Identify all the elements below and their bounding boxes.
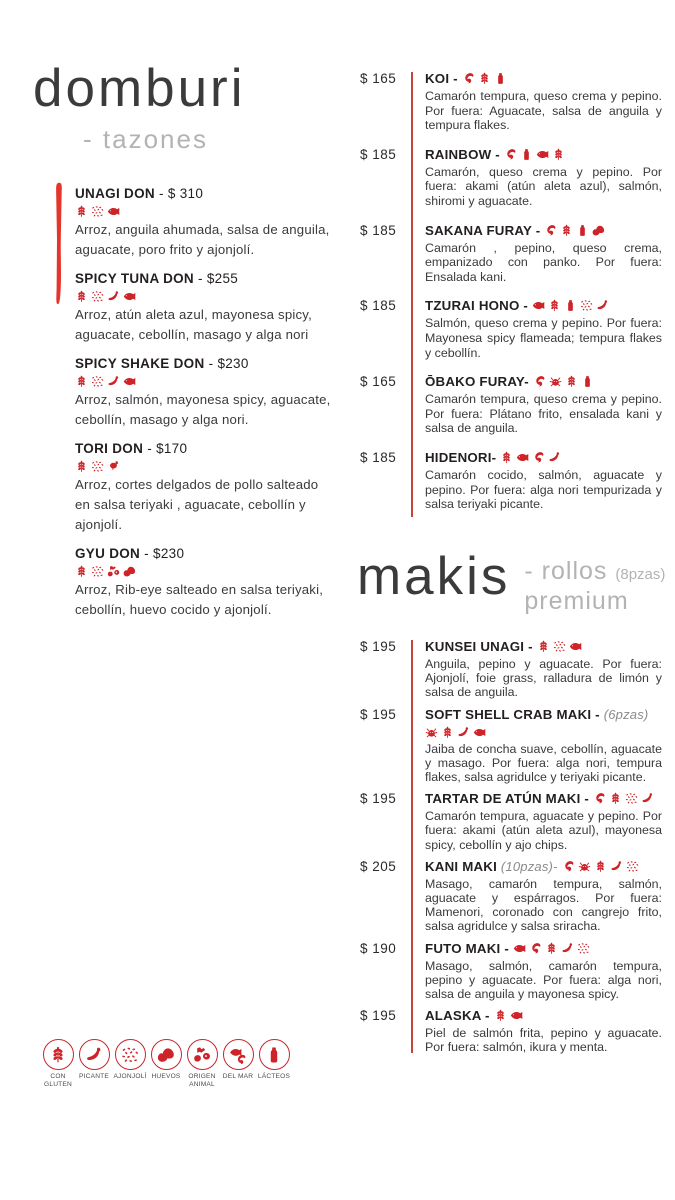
- item-name: TARTAR DE ATÚN MAKI -: [425, 791, 589, 807]
- item-allergen-icons: [494, 1008, 526, 1023]
- menu-item: [360, 222, 662, 285]
- item-allergen-icons: [500, 450, 564, 465]
- domburi-subtitle: - tazones: [83, 124, 208, 154]
- fish-icon: [569, 640, 582, 653]
- legend-item: [220, 1039, 256, 1089]
- item-allergen-icons: [544, 223, 608, 238]
- shrimp-icon: [544, 224, 557, 237]
- menu-item: [360, 297, 662, 360]
- shrimp-icon: [532, 451, 545, 464]
- menu-item: [360, 373, 662, 436]
- sesame-icon: [91, 290, 104, 303]
- item-name: SPICY TUNA DON: [75, 271, 194, 286]
- item-description: Arroz, cortes delgados de pollo salteado en salsa teriyaki , aguacate, cebollín y ajonjolí.: [75, 477, 319, 532]
- item-price: $ 185: [360, 222, 397, 238]
- legend-label: CON GLUTEN: [44, 1073, 72, 1088]
- menu-item: [360, 790, 662, 852]
- gluten-icon: [594, 860, 607, 873]
- legend-label: PICANTE: [79, 1073, 109, 1080]
- legend-item: [184, 1039, 220, 1089]
- item-description: Masago, camarón tempura, salmón, aguacate y espárragos. Por fuera: Mamenori, coronado con cangrejo frito, salsa agridulce y salsa sriracha.: [425, 876, 662, 934]
- sesame-icon: [626, 860, 639, 873]
- sesame-icon: [91, 375, 104, 388]
- item-description: Salmón, queso crema y pepino. Por fuera: Mayonesa spicy flameada; tempura flakes y cebollín.: [425, 316, 662, 360]
- bottle-icon: [494, 72, 507, 85]
- chili-icon: [107, 375, 120, 388]
- gluten-icon: [75, 205, 88, 218]
- legend-item: [76, 1039, 112, 1089]
- shrimp-icon: [529, 942, 542, 955]
- sesame-icon: [91, 460, 104, 473]
- item-description: Camarón tempura, aguacate y pepino. Por fuera: akami (atún aleta azul), mayonesa spicy, cebollín y ajo chips.: [425, 809, 662, 852]
- item-price: - $255: [198, 271, 239, 286]
- fish-icon: [516, 451, 529, 464]
- item-name: TZURAI HONO -: [425, 298, 529, 314]
- chili-icon: [610, 860, 623, 873]
- legend-label: DEL MAR: [222, 1073, 254, 1080]
- item-allergen-icons: [533, 374, 597, 389]
- item-pieces-note: (10pzas)-: [500, 858, 558, 874]
- item-description: Arroz, Rib-eye salteado en salsa teriyaki, cebollín, huevo cocido y ajonjolí.: [75, 582, 324, 617]
- menu-item: [360, 858, 662, 934]
- makis-subtitle: [524, 558, 665, 615]
- gluten-icon: [441, 726, 454, 739]
- chili-icon: [548, 451, 561, 464]
- gluten-icon: [545, 942, 558, 955]
- fish-icon: [107, 205, 120, 218]
- item-name: SPICY SHAKE DON: [75, 356, 205, 371]
- chili-icon: [641, 792, 654, 805]
- legend-circle: [79, 1039, 110, 1070]
- domburi-title: domburi: [33, 59, 246, 118]
- legend-circle: [151, 1039, 182, 1070]
- makis-subtitle-line2: premium: [524, 587, 629, 615]
- crab-icon: [425, 726, 438, 739]
- bottle-icon: [265, 1046, 283, 1064]
- item-name: SAKANA FURAY -: [425, 222, 541, 238]
- fish-icon: [123, 290, 136, 303]
- item-description: Piel de salmón frita, pepino y aguacate. Por fuera: salmón, ikura y menta.: [425, 1026, 662, 1055]
- item-description: Camarón, queso crema y pepino. Por fuera: akami (atún aleta azul), salmón, shiromi y aguacate.: [425, 164, 662, 208]
- shrimp-icon: [504, 148, 517, 161]
- item-allergen-icons: [562, 859, 642, 874]
- sesame-icon: [577, 942, 590, 955]
- meat-icon: [193, 1046, 211, 1064]
- item-name: RAINBOW -: [425, 146, 500, 162]
- menu-item: [360, 146, 662, 209]
- chili-icon: [561, 942, 574, 955]
- item-price: $ 185: [360, 449, 397, 465]
- item-name: GYU DON: [75, 546, 141, 561]
- item-name: TORI DON: [75, 441, 144, 456]
- item-price: - $230: [208, 356, 249, 371]
- meat-icon: [107, 565, 120, 578]
- fish-icon: [123, 375, 136, 388]
- item-allergen-icons: [537, 639, 585, 654]
- gluten-icon: [49, 1046, 67, 1064]
- menu-item: [75, 440, 333, 535]
- item-allergen-icons: [75, 564, 333, 579]
- shrimp-icon: [462, 72, 475, 85]
- item-allergen-icons: [513, 941, 593, 956]
- menu-item: [360, 638, 662, 700]
- chili-icon: [85, 1046, 103, 1064]
- shrimp-icon: [593, 792, 606, 805]
- gluten-icon: [494, 1009, 507, 1022]
- item-price: $ 195: [360, 1008, 397, 1024]
- fish-icon: [532, 299, 545, 312]
- item-price: $ 165: [360, 71, 397, 86]
- item-name: KUNSEI UNAGI -: [425, 639, 533, 654]
- item-pieces-note: (6pzas): [603, 706, 649, 722]
- item-price: $ 190: [360, 940, 397, 956]
- shrimp-icon: [562, 860, 575, 873]
- menu-item: [360, 940, 662, 1002]
- item-name: ALASKA -: [425, 1008, 490, 1024]
- item-description: Camarón cocido, salmón, aguacate y pepino. Por fuera: alga nori tempurizada y salsa teriyaki picante.: [425, 467, 662, 512]
- item-price: $ 185: [360, 298, 397, 314]
- makis-subtitle-line1: - rollos: [524, 557, 608, 585]
- legend-circle: [115, 1039, 146, 1070]
- item-name: SOFT SHELL CRAB MAKI -: [425, 706, 600, 722]
- bottle-icon: [564, 299, 577, 312]
- fish-icon: [513, 942, 526, 955]
- egg-icon: [157, 1046, 175, 1064]
- gluten-icon: [548, 299, 561, 312]
- sesame-icon: [91, 205, 104, 218]
- domburi-items: [75, 185, 333, 620]
- item-price: $ 165: [360, 374, 397, 390]
- menu-item: [75, 270, 333, 345]
- fish-icon: [536, 148, 549, 161]
- crab-icon: [578, 860, 591, 873]
- item-name: HIDENORI-: [425, 449, 497, 465]
- menu-item: [75, 355, 333, 430]
- legend-circle: [259, 1039, 290, 1070]
- item-allergen-icons: [504, 147, 568, 162]
- item-allergen-icons: [75, 374, 333, 389]
- gluten-icon: [75, 460, 88, 473]
- item-allergen-icons: [462, 71, 510, 86]
- item-allergen-icons: [75, 459, 333, 474]
- legend-label: LÁCTEOS: [257, 1073, 291, 1080]
- legend-circle: [223, 1039, 254, 1070]
- item-price: $ 205: [360, 858, 397, 874]
- legend-item: [256, 1039, 292, 1089]
- item-price: - $230: [144, 546, 185, 561]
- bottle-icon: [581, 375, 594, 388]
- item-description: Arroz, salmón, mayonesa spicy, aguacate, cebollín, masago y alga nori.: [75, 392, 331, 427]
- sesame-icon: [580, 299, 593, 312]
- menu-item: [75, 185, 333, 260]
- gluten-icon: [560, 224, 573, 237]
- chili-icon: [596, 299, 609, 312]
- legend-circle: [43, 1039, 74, 1070]
- item-allergen-icons: [593, 791, 657, 806]
- item-price: - $170: [147, 441, 188, 456]
- makis-pieces: (8pzas): [615, 566, 666, 583]
- item-description: Anguila, pepino y aguacate. Por fuera: Ajonjolí, foie grass, ralladura de limón y salsa de anguila.: [425, 657, 662, 700]
- legend-item: [148, 1039, 184, 1089]
- menu-item: [360, 706, 662, 785]
- fish-icon: [473, 726, 486, 739]
- chili-icon: [107, 290, 120, 303]
- legend-item: [112, 1039, 148, 1089]
- gluten-icon: [537, 640, 550, 653]
- bottle-icon: [576, 224, 589, 237]
- item-description: Camarón tempura, queso crema y pepino. Por fuera: Plátano frito, ensalada kani y salsa de anguila.: [425, 392, 662, 436]
- legend-item: [40, 1039, 76, 1089]
- gluten-icon: [609, 792, 622, 805]
- gluten-icon: [565, 375, 578, 388]
- item-price: $ 195: [360, 706, 397, 722]
- brush-stroke: [52, 181, 66, 307]
- makis-section: [360, 638, 662, 1061]
- gluten-icon: [75, 375, 88, 388]
- gluten-icon: [552, 148, 565, 161]
- rolls-top-section: [360, 70, 662, 525]
- item-name: FUTO MAKI -: [425, 940, 509, 956]
- delmar-icon: [229, 1046, 247, 1064]
- chili-icon: [457, 726, 470, 739]
- domburi-section: [33, 60, 335, 630]
- fish-icon: [510, 1009, 523, 1022]
- item-description: Arroz, atún aleta azul, mayonesa spicy, aguacate, cebollín, masago y alga nori: [75, 307, 312, 342]
- legend-circle: [187, 1039, 218, 1070]
- sesame-icon: [625, 792, 638, 805]
- legend-label: ORIGEN ANIMAL: [188, 1073, 216, 1088]
- item-price: $ 185: [360, 146, 397, 162]
- menu-item: [75, 545, 333, 620]
- item-description: Jaiba de concha suave, cebollín, aguacate y masago. Por fuera: alga nori, tempura flakes, salsa agridulce y teriyaki picante.: [425, 741, 662, 785]
- legend-label: HUEVOS: [151, 1073, 181, 1080]
- item-allergen-icons: [75, 204, 333, 219]
- item-description: Masago, salmón, camarón tempura, pepino y aguacate. Por fuera: alga nori, salsa de anguila y mayonesa spicy.: [425, 958, 662, 1002]
- egg-icon: [123, 565, 136, 578]
- item-price: $ 195: [360, 791, 397, 807]
- item-allergen-icons: [75, 289, 333, 304]
- item-price: - $ 310: [159, 186, 204, 201]
- gluten-icon: [75, 565, 88, 578]
- menu-item: [360, 1007, 662, 1054]
- egg-icon: [592, 224, 605, 237]
- item-name: KOI -: [425, 71, 458, 86]
- chicken-icon: [107, 460, 120, 473]
- allergen-legend: [40, 1039, 292, 1089]
- sesame-icon: [121, 1046, 139, 1064]
- item-name: ŌBAKO FURAY-: [425, 374, 529, 390]
- gluten-icon: [500, 451, 513, 464]
- item-name: UNAGI DON: [75, 186, 155, 201]
- bottle-icon: [520, 148, 533, 161]
- legend-label: AJONJOLÍ: [113, 1073, 147, 1080]
- makis-title: makis: [357, 547, 511, 606]
- item-description: Camarón , pepino, queso crema, empanizado con panko. Por fuera: Ensalada kani.: [425, 240, 662, 284]
- crab-icon: [549, 375, 562, 388]
- item-allergen-icons: [425, 725, 662, 740]
- item-description: Arroz, anguila ahumada, salsa de anguila, aguacate, poro frito y ajonjolí.: [75, 222, 330, 257]
- item-name: KANI MAKI: [425, 858, 497, 874]
- sesame-icon: [553, 640, 566, 653]
- shrimp-icon: [533, 375, 546, 388]
- makis-heading: [357, 548, 665, 615]
- gluten-icon: [478, 72, 491, 85]
- item-allergen-icons: [532, 298, 612, 313]
- menu-item: [360, 449, 662, 512]
- item-price: $ 195: [360, 639, 397, 654]
- menu-item: [360, 70, 662, 133]
- sesame-icon: [91, 565, 104, 578]
- gluten-icon: [75, 290, 88, 303]
- item-description: Camarón tempura, queso crema y pepino. Por fuera: Aguacate, salsa de anguila y tempura flakes.: [425, 89, 662, 133]
